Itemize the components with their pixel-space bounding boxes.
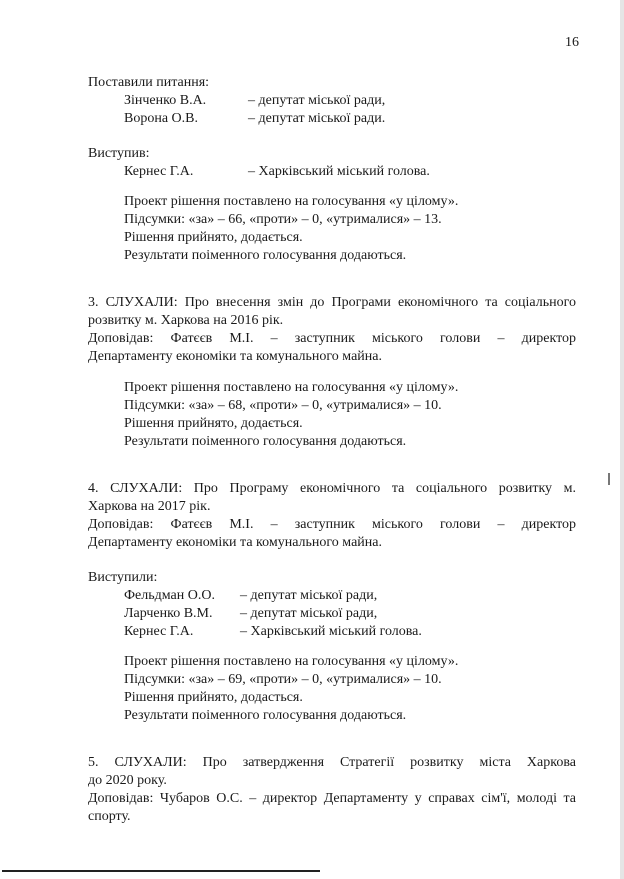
scan-edge-shadow (620, 0, 624, 879)
speaker-role: – Харківський міський голова. (248, 164, 430, 179)
speaker-name: Фельдман О.О. (124, 588, 215, 603)
vote-line: Рішення прийнято, додасться. (124, 690, 303, 705)
page-number: 16 (565, 35, 579, 50)
vote-line: Проект рішення поставлено на голосування «у цілому». (124, 654, 459, 669)
speaker-name: Ларченко В.М. (124, 606, 213, 621)
agenda-item-4-title: 4. СЛУХАЛИ: Про Програму економічного та соціального розвитку м. (88, 481, 576, 496)
agenda-item-4-reporter-cont: Департаменту економіки та комунального майна. (88, 535, 382, 550)
scan-bottom-bar (2, 870, 320, 872)
agenda-item-3-title-cont: розвитку м. Харкова на 2016 рік. (88, 313, 284, 328)
agenda-item-5-title: 5. СЛУХАЛИ: Про затвердження Стратегії розвитку міста Харкова (88, 755, 576, 770)
agenda-item-3-reporter-cont: Департаменту економіки та комунального майна. (88, 349, 382, 364)
scan-mark (608, 473, 610, 485)
speaker-name: Кернес Г.А. (124, 164, 194, 179)
speaker-role: – депутат міської ради, (248, 93, 386, 108)
vote-line: Рішення прийнято, додається. (124, 416, 303, 431)
vote-line: Підсумки: «за» – 68, «проти» – 0, «утрималися» – 10. (124, 398, 442, 413)
vote-line: Проект рішення поставлено на голосування «у цілому». (124, 380, 459, 395)
vote-line: Результати поіменного голосування додаються. (124, 708, 407, 723)
speaker-role: – депутат міської ради, (240, 606, 378, 621)
vote-line: Результати поіменного голосування додаються. (124, 248, 407, 263)
vote-line: Підсумки: «за» – 69, «проти» – 0, «утрималися» – 10. (124, 672, 442, 687)
speaker-name: Зінченко В.А. (124, 93, 207, 108)
agenda-item-3-title: 3. СЛУХАЛИ: Про внесення змін до Програми економічного та соціального (88, 295, 576, 310)
agenda-item-4-reporter: Доповідав: Фатєєв М.І. – заступник міського голови – директор (88, 517, 576, 532)
vote-line: Проект рішення поставлено на голосування «у цілому». (124, 194, 459, 209)
agenda-item-5-reporter-cont: спорту. (88, 809, 131, 824)
agenda-item-4-title-cont: Харкова на 2017 рік. (88, 499, 211, 514)
speaker-name: Ворона О.В. (124, 111, 198, 126)
speaker-role: – депутат міської ради. (248, 111, 386, 126)
questions-heading: Поставили питання: (88, 75, 210, 90)
speaker-role: – депутат міської ради, (240, 588, 378, 603)
agenda-item-5-reporter: Доповідав: Чубаров О.С. – директор Департаменту у справах сім'ї, молоді та (88, 791, 576, 806)
vote-line: Підсумки: «за» – 66, «проти» – 0, «утрималися» – 13. (124, 212, 442, 227)
agenda-item-5-title-cont: до 2020 року. (88, 773, 167, 788)
speaker-role: – Харківський міський голова. (240, 624, 422, 639)
vote-line: Рішення прийнято, додається. (124, 230, 303, 245)
vote-line: Результати поіменного голосування додаються. (124, 434, 407, 449)
speakers-heading: Виступили: (88, 570, 158, 585)
agenda-item-3-reporter: Доповідав: Фатєєв М.І. – заступник міського голови – директор (88, 331, 576, 346)
speakers-heading: Виступив: (88, 146, 150, 161)
speaker-name: Кернес Г.А. (124, 624, 194, 639)
